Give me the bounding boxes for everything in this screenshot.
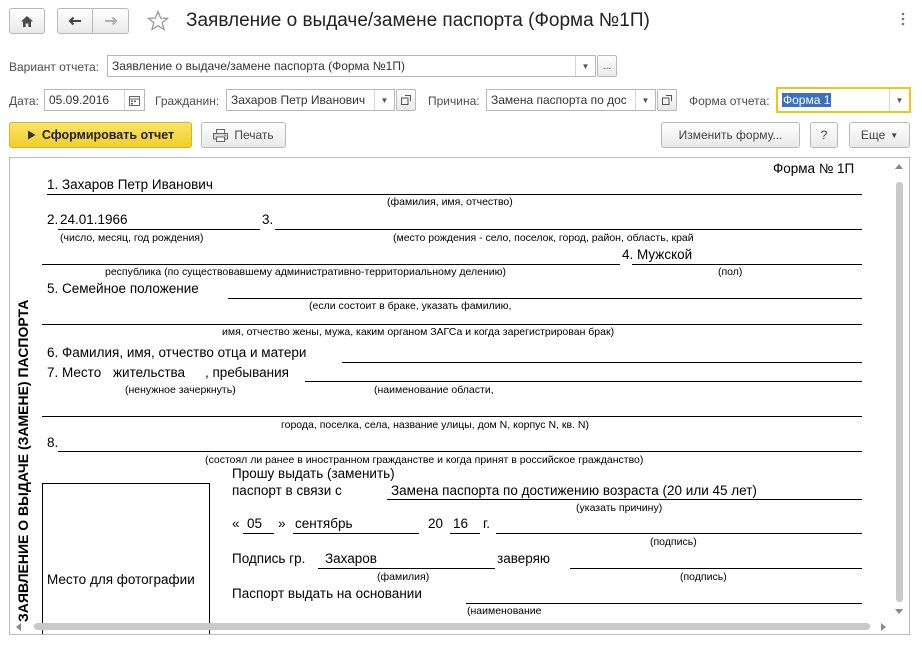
- hint-region: (наименование области,: [374, 384, 494, 396]
- vertical-scrollbar[interactable]: [892, 160, 907, 618]
- certify-label: заверяю: [497, 551, 551, 566]
- report-document[interactable]: [9, 157, 910, 635]
- variant-value: Заявление о выдаче/замене паспорта (Форма №1П): [112, 59, 405, 73]
- day-value: 05: [247, 516, 263, 531]
- horizontal-scrollbar[interactable]: [12, 620, 892, 633]
- issue-basis: Паспорт выдать на основании: [232, 586, 422, 601]
- scroll-left-icon[interactable]: [16, 623, 21, 631]
- request-line-1: Прошу выдать (заменить): [232, 466, 395, 481]
- reason-value: Замена паспорта по дос: [491, 93, 627, 107]
- citizen-open-button[interactable]: [396, 89, 416, 111]
- forward-button[interactable]: [93, 8, 129, 34]
- date-value: 05.09.2016: [49, 93, 110, 107]
- form-number: Форма № 1П: [773, 161, 855, 176]
- variant-dropdown-button[interactable]: [575, 55, 595, 77]
- month-value: сентябрь: [295, 516, 353, 531]
- form-value: Форма 1: [783, 93, 831, 107]
- reason-dropdown-button[interactable]: [635, 89, 655, 111]
- home-icon: [20, 15, 34, 28]
- date-label: Дата:: [9, 94, 39, 108]
- replacement-reason: Замена паспорта по достижению возраста (20 или 45 лет): [391, 483, 757, 498]
- sex-value: 4. Мужской: [622, 247, 693, 262]
- change-form-button[interactable]: Изменить форму...: [661, 122, 800, 148]
- hint-republic: республика (по существовавшему административно-территориальному делению): [105, 266, 507, 278]
- page-title: Заявление о выдаче/замене паспорта (Форма №1П): [186, 10, 650, 31]
- variant-more-button[interactable]: ...: [597, 55, 617, 77]
- form-dropdown-button[interactable]: [889, 89, 909, 111]
- calendar-button[interactable]: [124, 89, 144, 111]
- help-button[interactable]: ?: [810, 122, 838, 148]
- line-7-residence: жительства: [113, 365, 186, 380]
- play-icon: [27, 130, 36, 140]
- request-line-2: паспорт в связи с: [232, 483, 342, 498]
- window-menu-icon[interactable]: [895, 12, 911, 26]
- hint-birthplace: (место рождения - село, поселок, город, район, область, край: [393, 232, 694, 244]
- line-2-number: 2.: [47, 212, 59, 227]
- hint-signature-2: (подпись): [680, 571, 727, 583]
- favorite-star-icon[interactable]: [146, 9, 170, 33]
- year-suffix: 16: [453, 516, 469, 531]
- hint-marital: (если состоит в браке, указать фамилию,: [309, 300, 512, 312]
- reason-label: Причина:: [428, 94, 480, 108]
- line-5-marital: 5. Семейное положение: [47, 281, 199, 296]
- hint-surname: (фамилия): [377, 571, 430, 583]
- citizen-label: Гражданин:: [155, 94, 220, 108]
- generate-report-button[interactable]: Сформировать отчет: [9, 122, 192, 148]
- open-window-icon: [662, 95, 672, 105]
- reason-open-button[interactable]: [657, 89, 677, 111]
- chevron-down-icon: ▼: [581, 61, 590, 71]
- citizen-select[interactable]: [226, 89, 395, 111]
- arrow-right-icon: [104, 16, 118, 26]
- hint-address: города, поселка, села, название улицы, дом N, корпус N, кв. N): [281, 419, 589, 431]
- hint-strike: (ненужное зачеркнуть): [125, 384, 236, 396]
- hint-marital-2: имя, отчество жены, мужа, каким органом ЗАГСа и когда зарегистрирован брак): [222, 326, 615, 338]
- home-button[interactable]: [9, 8, 45, 34]
- hint-sex: (пол): [718, 266, 743, 278]
- photo-placeholder: Место для фотографии: [47, 572, 195, 587]
- hint-citizenship: (состоял ли ранее в иностранном гражданстве и когда принят в российское гражданство): [205, 454, 644, 466]
- signer-surname: Захаров: [325, 551, 377, 566]
- sign-label: Подпись гр.: [232, 551, 306, 566]
- variant-label: Вариант отчета:: [9, 60, 99, 74]
- form-select[interactable]: [776, 87, 911, 113]
- hint-birthdate: (число, месяц, год рождения): [60, 232, 204, 244]
- chevron-down-icon: ▼: [641, 95, 650, 105]
- year-abbr: г.: [483, 516, 491, 531]
- form-label: Форма отчета:: [689, 94, 770, 108]
- arrow-left-icon: [68, 16, 82, 26]
- year-prefix: 20: [428, 516, 444, 531]
- hint-signature: (подпись): [650, 536, 697, 548]
- line-1-fullname: 1. Захаров Петр Иванович: [47, 177, 213, 192]
- scroll-right-icon[interactable]: [881, 623, 886, 631]
- variant-select[interactable]: [107, 55, 596, 77]
- quote-open: «: [232, 516, 240, 531]
- date-input[interactable]: [44, 89, 145, 111]
- print-button[interactable]: Печать: [201, 122, 286, 148]
- vertical-scroll-thumb[interactable]: [896, 182, 903, 602]
- quote-close: »: [278, 516, 286, 531]
- more-button[interactable]: Еще ▼: [849, 122, 910, 148]
- line-8-number: 8.: [47, 435, 59, 450]
- hint-reason: (указать причину): [576, 502, 663, 514]
- citizen-dropdown-button[interactable]: [374, 89, 394, 111]
- printer-icon: [213, 129, 228, 142]
- line-6-parents: 6. Фамилия, имя, отчество отца и матери: [47, 345, 307, 360]
- open-window-icon: [401, 95, 411, 105]
- calendar-icon: [129, 95, 140, 106]
- line-3-number: 3.: [262, 212, 274, 227]
- hint-name: (наименование: [467, 605, 542, 617]
- scroll-up-icon[interactable]: [895, 164, 903, 169]
- horizontal-scroll-thumb[interactable]: [34, 623, 870, 630]
- line-7-place: 7. Место: [47, 365, 102, 380]
- line-7-stay: , пребывания: [205, 365, 289, 380]
- scroll-down-icon[interactable]: [895, 609, 903, 614]
- chevron-down-icon: ▼: [895, 95, 904, 105]
- back-button[interactable]: [57, 8, 93, 34]
- birth-date: 24.01.1966: [60, 212, 128, 227]
- chevron-down-icon: ▼: [380, 95, 389, 105]
- hint-fullname: (фамилия, имя, отчество): [387, 196, 513, 208]
- chevron-down-icon: ▼: [890, 130, 899, 140]
- citizen-value: Захаров Петр Иванович: [231, 93, 366, 107]
- side-heading: ЗАЯВЛЕНИЕ О ВЫДАЧЕ (ЗАМЕНЕ) ПАСПОРТА: [15, 299, 31, 622]
- reason-select[interactable]: [486, 89, 656, 111]
